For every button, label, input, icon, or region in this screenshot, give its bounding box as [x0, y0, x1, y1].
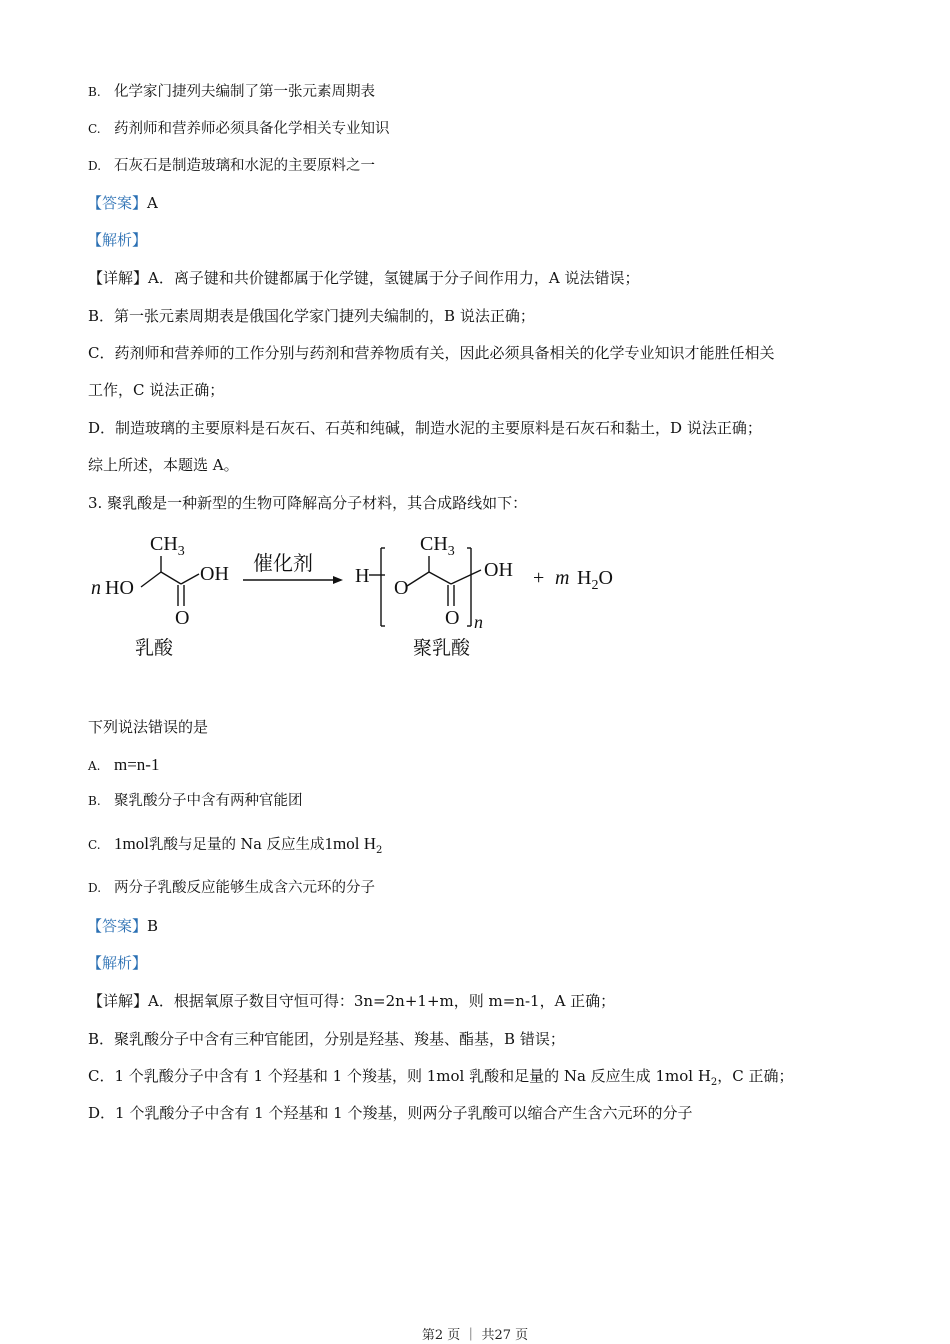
- option-d-prev: D. 石灰石是制造玻璃和水泥的主要原料之一: [88, 158, 375, 174]
- analysis-tag: 【解析】: [87, 231, 148, 249]
- plus-sign: +: [533, 567, 545, 589]
- analysis-tag: 【解析】: [87, 954, 148, 972]
- reactant-ho: HO: [105, 577, 134, 599]
- product-h: H: [355, 565, 370, 587]
- detail-tag: 【详解】: [88, 992, 149, 1010]
- lactic-acid-label: 乳酸: [135, 637, 174, 659]
- q3-detail-c: C．1 个乳酸分子中含有 1 个羟基和 1 个羧基，则 1mol 乳酸和足量的 Na 反应生成 1mol $H_2$，C 正确；: [88, 1067, 794, 1088]
- option-d: D. 两分子乳酸反应能够生成含六元环的分子: [88, 880, 375, 896]
- product-carbonyl-o: O: [445, 607, 460, 629]
- q2-detail-line-1: 【详解】A．离子键和共价键都属于化学键，氢键属于分子间作用力，A 说法错误；: [88, 269, 640, 287]
- polylactic-acid-label: 聚乳酸: [413, 637, 471, 659]
- q3-analysis: [87, 953, 147, 973]
- option-b-prev: B. 化学家门捷列夫编制了第一张元素周期表: [88, 84, 375, 100]
- q2-analysis: [87, 230, 147, 250]
- reactant-carbonyl-o: O: [175, 607, 190, 629]
- answer-tag: 【答案】: [87, 194, 148, 212]
- q3-question: 下列说法错误的是: [88, 718, 209, 736]
- q3-detail-b: B．聚乳酸分子中含有三种官能团，分别是羟基、羧基、酯基，B 错误；: [88, 1030, 565, 1048]
- reactant-coefficient: n: [91, 577, 101, 599]
- q2-detail-line-4: 工作，C 说法正确；: [88, 381, 225, 399]
- product-oh: OH: [484, 559, 513, 581]
- page-footer: 第2 页 ｜ 共27 页: [421, 1328, 529, 1343]
- option-b: B. 聚乳酸分子中含有两种官能团: [88, 793, 303, 809]
- q3-stem: 3. 聚乳酸是一种新型的生物可降解高分子材料，其合成路线如下：: [88, 494, 528, 512]
- reactant-ch3: $CH_3$: [150, 533, 185, 559]
- product-ether-o: O: [394, 577, 409, 599]
- catalyst-label: 催化剂: [253, 551, 313, 575]
- water-coefficient: m: [555, 567, 570, 589]
- product-bonds: [369, 548, 481, 626]
- reactant-bonds: [141, 556, 199, 606]
- reactant-oh: OH: [200, 563, 229, 585]
- q3-answer: 【答案】B: [87, 917, 159, 935]
- product-n-subscript: n: [474, 612, 483, 632]
- reaction-arrow: [243, 551, 343, 584]
- reaction-scheme: [85, 528, 645, 668]
- water-formula: $H_2O$: [577, 567, 613, 593]
- option-a: A. m=n-1: [88, 755, 160, 774]
- option-c-prev: C. 药剂师和营养师必须具备化学相关专业知识: [88, 121, 390, 137]
- option-c: C. 1mol乳酸与足量的 Na 反应生成1mol $H_2$: [88, 834, 383, 856]
- q2-detail-line-2: B．第一张元素周期表是俄国化学家门捷列夫编制的，B 说法正确；: [88, 307, 535, 325]
- answer-tag: 【答案】: [87, 917, 148, 935]
- q2-answer: 【答案】A: [87, 194, 158, 212]
- product-ch3: $CH_3$: [420, 533, 455, 559]
- q2-detail-line-6: 综上所述，本题选 A。: [88, 456, 239, 474]
- detail-tag: 【详解】: [88, 269, 149, 287]
- q3-detail-a: 【详解】A．根据氧原子数目守恒可得：3n=2n+1+m，则 m=n-1，A 正确；: [88, 992, 616, 1010]
- q2-detail-line-3: C．药剂师和营养师的工作分别与药剂和营养物质有关，因此必须具备相关的化学专业知识才能胜任相关: [88, 344, 775, 362]
- q3-detail-d: D．1 个乳酸分子中含有 1 个羟基和 1 个羧基，则两分子乳酸可以缩合产生含六元环的分子: [88, 1104, 693, 1122]
- q2-detail-line-5: D．制造玻璃的主要原料是石灰石、石英和纯碱，制造水泥的主要原料是石灰石和黏土，D 说法正确；: [88, 419, 762, 437]
